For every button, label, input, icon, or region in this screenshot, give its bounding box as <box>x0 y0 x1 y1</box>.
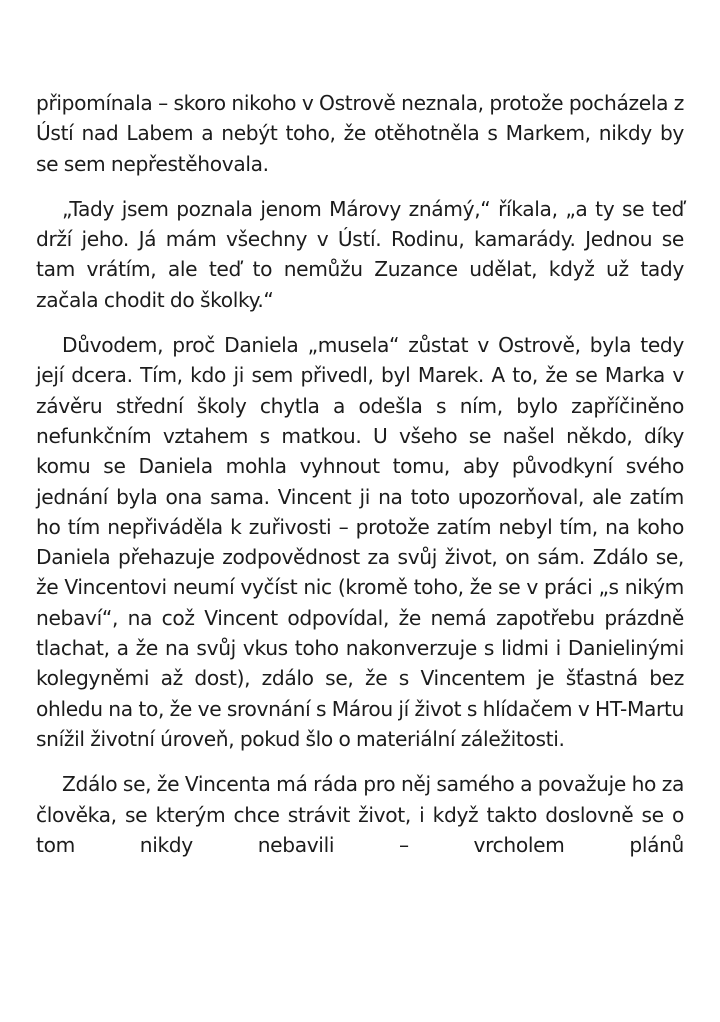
paragraph-4: Zdálo se, že Vincenta má ráda pro něj samého a považuje ho za člověka, se kterým chce strávit život, i když takto doslovně se o tom nikdy nebavili – vrcholem plánů <box>36 772 684 857</box>
document-page <box>36 88 684 875</box>
paragraph-2: „Tady jsem poznala jenom Márovy známý,“ říkala, „a ty se teď drží jeho. Já mám všechny v Ústí. Rodinu, kamarády. Jednou se tam vrátím, ale teď to nemůžu Zuzance udělat, když už tady začala chodit do školky.“ <box>36 196 684 312</box>
paragraph-3: Důvodem, proč Daniela „musela“ zůstat v Ostrově, byla tedy její dcera. Tím, kdo ji sem přivedl, byl Marek. A to, že se Marka v závěru střední školy chytla a odešla s ním, bylo zapříčiněno nefunkčním vztahem s matkou. U všeho se našel někdo, díky komu se Daniela mohla vyhnout tomu, aby původkyní svého jednání byla ona sama. Vincent ji na toto upozorňoval, ale zatím ho tím nepřiváděla k zuřivosti – protože zatím nebyl tím, na koho Daniela přehazuje zodpovědnost za svůj život, on sám. Zdálo se, že Vincentovi neumí vyčíst nic (kromě toho, že se v práci „s nikým nebaví“, na což Vincent odpovídal, že nemá zapotřebu prázdně tlachat, a že na svůj vkus toho nakonverzuje s lidmi i Danielinými kolegyněmi až dost), zdálo se, že s Vincentem je šťastná bez ohledu na to, že ve srovnání s Márou jí život s hlídačem v HT-Martu snížil životní úroveň, pokud šlo o materiální záležitosti. <box>36 333 684 751</box>
paragraph-1: připomínala – skoro nikoho v Ostrově neznala, protože pocházela z Ústí nad Labem a nebýt toho, že otěhotněla s Markem, nikdy by se sem nepřestěhovala. <box>36 91 684 176</box>
